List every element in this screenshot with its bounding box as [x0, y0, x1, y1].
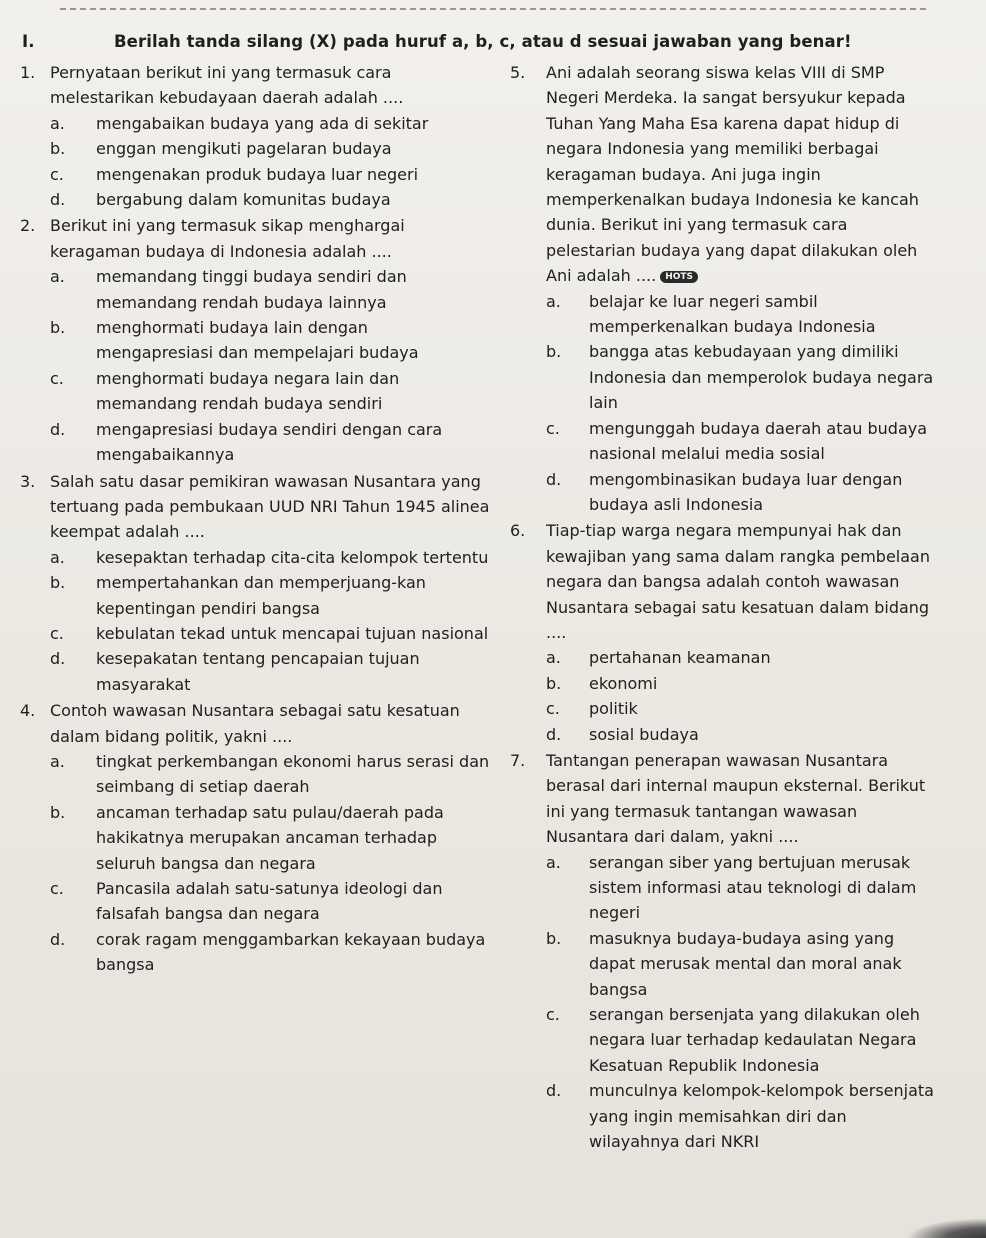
question-text-content: Ani adalah seorang siswa kelas VIII di SMP Negeri Merdeka. Ia sangat bersyukur kepada Tuhan Yang Maha Esa karena dapat hidup di negara Indonesia yang memiliki berbagai keragaman budaya. Ani juga ingin memperkenalkan budaya Indonesia ke kancah dunia. Berikut ini yang termasuk cara pelestarian budaya yang dapat dilakukan oleh Ani adalah ....: [546, 63, 919, 286]
answer-option[interactable]: [510, 1078, 940, 1154]
option-text: tingkat perkembangan ekonomi harus serasi dan seimbang di setiap daerah: [96, 751, 490, 797]
answer-option[interactable]: [510, 926, 940, 1002]
option-letter: a.: [546, 852, 561, 872]
question-text-content: Contoh wawasan Nusantara sebagai satu kesatuan dalam bidang politik, yakni ....: [50, 701, 460, 746]
question-text-content: Pernyataan berikut ini yang termasuk cara melestarikan kebudayaan daerah adalah ....: [50, 63, 404, 108]
option-text: bergabung dalam komunitas budaya: [96, 190, 391, 210]
option-letter: c.: [546, 1005, 560, 1025]
question-item: [20, 469, 490, 698]
option-text: serangan bersenjata yang dilakukan oleh negara luar terhadap kedaulatan Negara Kesatuan Republik Indonesia: [589, 1005, 920, 1075]
option-text: sosial budaya: [589, 724, 699, 744]
question-text: [50, 60, 490, 111]
option-text: memandang tinggi budaya sendiri dan memandang rendah budaya lainnya: [96, 267, 407, 312]
answer-option[interactable]: [20, 111, 490, 136]
question-number: 4.: [20, 701, 36, 721]
instruction-text: Berilah tanda silang (X) pada huruf a, b, c, atau d sesuai jawaban yang benar!: [114, 32, 852, 51]
option-text: kebulatan tekad untuk mencapai tujuan nasional: [96, 623, 489, 643]
option-text: politik: [589, 699, 638, 719]
option-text: ancaman terhadap satu pulau/daerah pada hakikatnya merupakan ancaman terhadap seluruh bangsa dan negara: [96, 802, 444, 873]
question-number: 2.: [20, 216, 36, 236]
question-number: 6.: [510, 521, 526, 541]
question-text: [50, 469, 490, 545]
answer-option[interactable]: [20, 800, 490, 876]
option-letter: c.: [50, 879, 64, 898]
answer-option[interactable]: [20, 749, 490, 800]
option-letter: d.: [546, 469, 562, 489]
question-stem: [510, 518, 940, 645]
answer-option[interactable]: [510, 696, 940, 721]
option-letter: b.: [546, 928, 562, 948]
answer-option[interactable]: [20, 366, 490, 417]
answer-option[interactable]: [510, 416, 940, 467]
answer-option[interactable]: [510, 722, 940, 747]
option-text: masuknya budaya-budaya asing yang dapat merusak mental dan moral anak bangsa: [589, 928, 902, 999]
answer-option[interactable]: [510, 850, 940, 926]
option-letter: c.: [546, 418, 560, 438]
question-text: [546, 60, 940, 289]
hots-badge: HOTS: [660, 271, 698, 283]
answer-option[interactable]: [510, 467, 940, 518]
answer-option[interactable]: [510, 289, 940, 340]
answer-option[interactable]: [20, 545, 490, 570]
option-letter: b.: [50, 139, 66, 159]
option-letter: b.: [546, 673, 562, 693]
option-text: menghormati budaya lain dengan mengapresiasi dan mempelajari budaya: [96, 318, 419, 363]
top-dashed-divider: [60, 8, 926, 10]
question-text: [50, 213, 490, 264]
question-number: 5.: [510, 63, 526, 82]
option-text: kesepaktan terhadap cita-cita kelompok tertentu: [96, 547, 489, 567]
question-stem: [510, 748, 940, 850]
question-number: 3.: [20, 471, 36, 491]
answer-option[interactable]: [20, 646, 490, 697]
option-letter: b.: [50, 318, 66, 338]
answer-option[interactable]: [20, 621, 490, 646]
option-text: mempertahankan dan memperjuang-kan kepentingan pendiri bangsa: [96, 573, 426, 618]
answer-option[interactable]: [20, 136, 490, 161]
option-letter: d.: [546, 724, 562, 744]
option-text: kesepakatan tentang pencapaian tujuan masyarakat: [96, 649, 420, 694]
option-text: menghormati budaya negara lain dan memandang rendah budaya sendiri: [96, 368, 400, 414]
option-letter: a.: [50, 751, 65, 771]
option-text: mengombinasikan budaya luar dengan budaya asli Indonesia: [589, 469, 903, 514]
question-stem: [20, 469, 490, 545]
option-text: belajar ke luar negeri sambil memperkenalkan budaya Indonesia: [589, 291, 876, 337]
question-text: [50, 698, 490, 749]
option-letter: b.: [546, 342, 562, 362]
left-column: [20, 60, 490, 979]
option-text: bangga atas kebudayaan yang dimiliki Indonesia dan memperolok budaya negara lain: [589, 342, 934, 413]
question-text-content: Tantangan penerapan wawasan Nusantara berasal dari internal maupun eksternal. Berikut ini yang termasuk tantangan wawasan Nusantara dari dalam, yakni ....: [546, 750, 926, 847]
option-letter: a.: [50, 547, 65, 567]
option-letter: c.: [50, 164, 64, 184]
option-text: enggan mengikuti pagelaran budaya: [96, 139, 392, 159]
option-letter: b.: [50, 573, 66, 593]
question-item: [510, 60, 940, 517]
question-stem: [510, 60, 940, 289]
question-item: [20, 60, 490, 212]
answer-option[interactable]: [20, 162, 490, 187]
option-letter: a.: [546, 648, 561, 668]
answer-option[interactable]: [20, 187, 490, 212]
section-instruction: [22, 32, 962, 51]
question-number: 7.: [510, 750, 526, 770]
option-letter: c.: [50, 368, 64, 388]
question-text-content: Tiap-tiap warga negara mempunyai hak dan kewajiban yang sama dalam rangka pembelaan negara dan bangsa adalah contoh wawasan Nusantara sebagai satu kesatuan dalam bidang ....: [546, 521, 930, 642]
question-stem: [20, 60, 490, 111]
answer-option[interactable]: [510, 645, 940, 670]
option-letter: c.: [50, 623, 64, 643]
option-letter: d.: [546, 1081, 562, 1101]
option-text: serangan siber yang bertujuan merusak sistem informasi atau teknologi di dalam negeri: [589, 852, 917, 923]
photo-shadow: [906, 1218, 986, 1238]
option-letter: b.: [50, 802, 66, 822]
question-number: 1.: [20, 63, 36, 82]
option-text: mengapresiasi budaya sendiri dengan cara mengabaikannya: [96, 419, 443, 465]
section-number: I.: [22, 32, 35, 51]
option-text: corak ragam menggambarkan kekayaan budaya bangsa: [96, 929, 486, 975]
answer-option[interactable]: [20, 417, 490, 468]
option-text: Pancasila adalah satu-satunya ideologi dan falsafah bangsa dan negara: [96, 879, 443, 924]
question-item: [20, 698, 490, 977]
option-letter: d.: [50, 929, 66, 949]
answer-option[interactable]: [510, 1002, 940, 1078]
answer-option[interactable]: [510, 671, 940, 696]
question-text-content: Berikut ini yang termasuk sikap menghargai keragaman budaya di Indonesia adalah ....: [50, 216, 405, 261]
question-text: [546, 518, 940, 645]
question-text: [546, 748, 940, 850]
question-stem: [20, 698, 490, 749]
option-letter: d.: [50, 419, 66, 439]
question-item: [510, 518, 940, 747]
option-letter: d.: [50, 649, 66, 669]
option-text: mengabaikan budaya yang ada di sekitar: [96, 113, 429, 133]
answer-option[interactable]: [20, 315, 490, 366]
answer-option[interactable]: [20, 570, 490, 621]
right-column: [510, 60, 940, 1155]
question-text-content: Salah satu dasar pemikiran wawasan Nusantara yang tertuang pada pembukaan UUD NRI Tahun 1945 alinea keempat adalah ....: [50, 471, 490, 542]
option-text: mengenakan produk budaya luar negeri: [96, 164, 419, 184]
option-letter: a.: [546, 291, 561, 311]
answer-option[interactable]: [510, 339, 940, 415]
option-text: mengunggah budaya daerah atau budaya nasional melalui media sosial: [589, 418, 928, 464]
question-stem: [20, 213, 490, 264]
option-text: ekonomi: [589, 673, 658, 693]
answer-option[interactable]: [20, 927, 490, 978]
option-letter: c.: [546, 699, 560, 719]
option-letter: d.: [50, 190, 66, 210]
answer-option[interactable]: [20, 264, 490, 315]
question-item: [20, 213, 490, 467]
answer-option[interactable]: [20, 876, 490, 927]
question-item: [510, 748, 940, 1155]
option-text: pertahanan keamanan: [589, 648, 771, 668]
option-letter: a.: [50, 113, 65, 133]
option-letter: a.: [50, 267, 65, 287]
option-text: munculnya kelompok-kelompok bersenjata yang ingin memisahkan diri dan wilayahnya dari NKRI: [589, 1081, 934, 1152]
